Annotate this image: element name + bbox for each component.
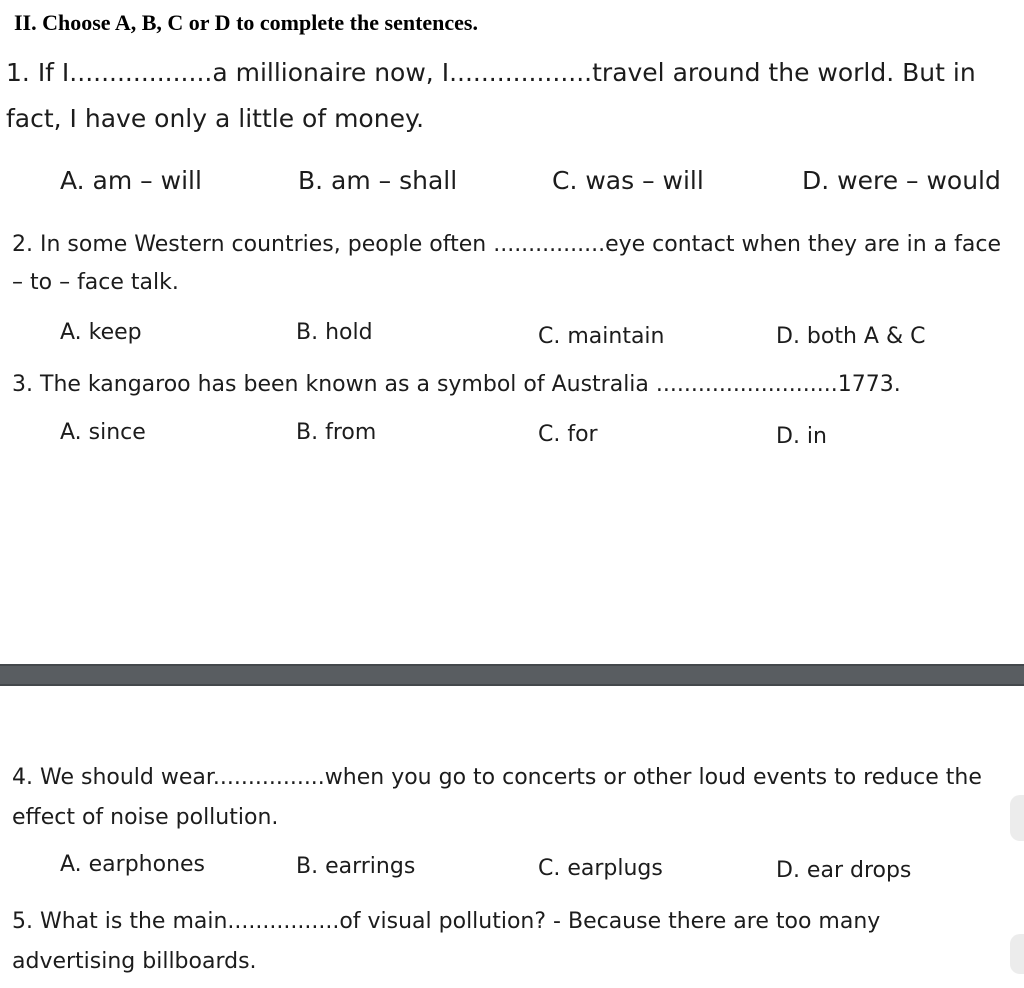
question-text — [6, 50, 1020, 142]
option-a[interactable]: A. earphones — [60, 852, 206, 877]
option-b[interactable]: B. hold — [296, 320, 373, 345]
option-c[interactable]: C. for — [538, 422, 598, 447]
page-edge — [1010, 795, 1024, 841]
section-heading: II. Choose A, B, C or D to complete the sentences. — [14, 10, 478, 35]
question-text — [12, 226, 1002, 302]
option-b[interactable]: B. am – shall — [298, 166, 458, 195]
question-sentence: We should wear................when you go to concerts or other loud events to reduce the effect of noise pollution. — [12, 765, 982, 830]
question-number: 3. — [12, 372, 33, 397]
option-c[interactable]: C. earplugs — [538, 856, 663, 881]
option-d[interactable]: D. were – would — [802, 166, 1001, 195]
question-number: 2. — [12, 232, 33, 257]
question-sentence: In some Western countries, people often ................eye contact when they are in a face – to – face talk. — [12, 232, 1001, 295]
page-edge — [1010, 934, 1024, 974]
page-divider — [0, 664, 1024, 686]
option-a[interactable]: A. since — [60, 420, 146, 445]
question-text — [12, 902, 1002, 982]
option-c[interactable]: C. maintain — [538, 324, 665, 349]
question-sentence: If I..................a millionaire now, I..................travel around the world. But in fact, I have only a little of money. — [6, 58, 976, 133]
option-b[interactable]: B. from — [296, 420, 377, 445]
question-text — [12, 366, 1012, 404]
option-d[interactable]: D. ear drops — [776, 858, 912, 883]
option-a[interactable]: A. am – will — [60, 166, 202, 195]
question-number: 1. — [6, 58, 30, 87]
question-number: 5. — [12, 909, 33, 934]
question-number: 4. — [12, 765, 33, 790]
option-a[interactable]: A. keep — [60, 320, 142, 345]
option-b[interactable]: B. earrings — [296, 854, 416, 879]
question-sentence: What is the main................of visual pollution? - Because there are too many advertising billboards. — [12, 909, 881, 974]
option-d[interactable]: D. both A & C — [776, 324, 926, 349]
option-c[interactable]: C. was – will — [552, 166, 704, 195]
question-sentence: The kangaroo has been known as a symbol of Australia ..........................1773. — [40, 372, 901, 397]
question-text — [12, 758, 1002, 838]
option-d[interactable]: D. in — [776, 424, 827, 449]
